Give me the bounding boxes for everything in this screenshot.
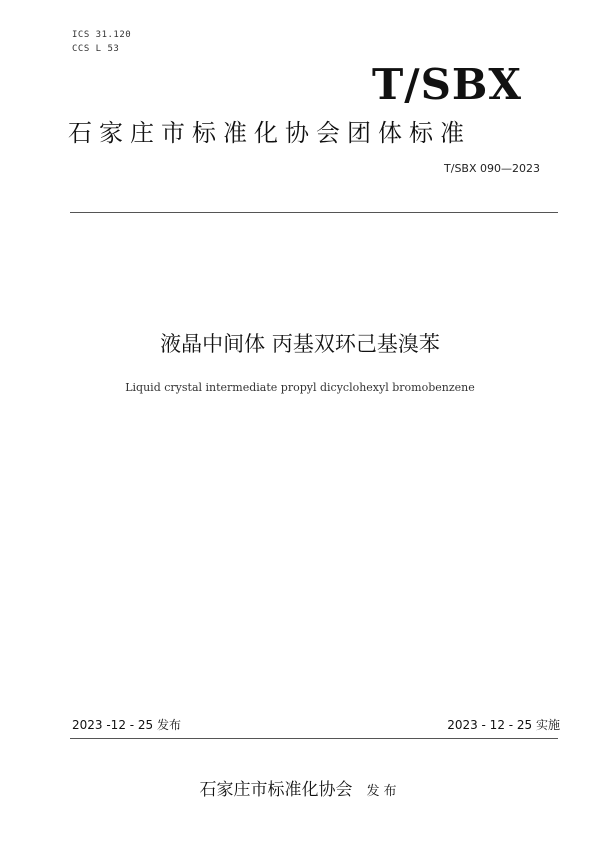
publisher-name: 石家庄市标准化协会 — [199, 780, 353, 800]
document-title-english: Liquid crystal intermediate propyl dicyclohexyl bromobenzene — [125, 381, 475, 394]
standard-type-heading: 石家庄市标准化协会团体标准 — [68, 119, 471, 147]
standard-logo: T/SBX — [371, 60, 522, 109]
ics-code: ICS 31.120 — [72, 30, 132, 40]
bottom-divider — [70, 738, 558, 739]
standard-number: T/SBX 090—2023 — [444, 162, 540, 175]
issue-date: 2023 -12 - 25 发布 — [72, 718, 181, 732]
publisher-verb: 发布 — [366, 784, 401, 799]
document-title-chinese: 液晶中间体 丙基双环己基溴苯 — [160, 332, 440, 356]
publisher-line — [0, 775, 600, 800]
ccs-code: CCS L 53 — [72, 44, 120, 54]
implementation-date: 2023 - 12 - 25 实施 — [447, 718, 560, 732]
top-divider — [70, 212, 558, 213]
